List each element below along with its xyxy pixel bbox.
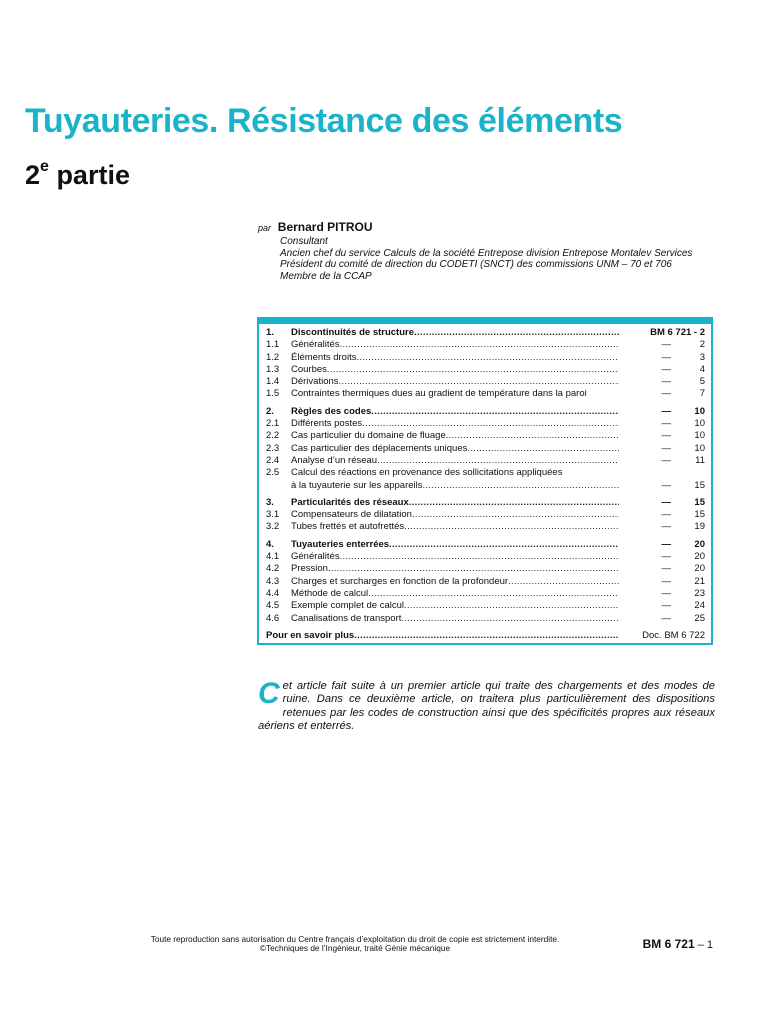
toc-section <box>266 406 705 492</box>
toc-number: 1.1 <box>266 339 280 351</box>
credential-line: Consultant <box>280 236 328 247</box>
toc-page-number: 20 <box>694 538 705 550</box>
toc-item-row <box>266 443 705 455</box>
toc-number: 1.4 <box>266 376 280 388</box>
toc-page <box>627 480 705 492</box>
toc-title-text: Dérivations <box>291 376 339 388</box>
toc-title-text: Généralités <box>291 339 340 351</box>
toc-item-row <box>266 480 705 492</box>
toc-page-dash: — <box>661 521 671 533</box>
toc-leader-dots <box>409 497 619 509</box>
toc-title-text: Généralités <box>291 551 340 563</box>
toc-number: 3.2 <box>266 521 280 533</box>
toc-title <box>291 480 627 492</box>
toc-title-text: Contraintes thermiques dues au gradient de température dans la paroi <box>291 388 587 400</box>
toc-number: 3. <box>266 496 274 508</box>
toc-title <box>291 418 627 430</box>
toc-page-dash: — <box>661 587 671 599</box>
toc-item-row <box>266 418 705 430</box>
toc-page <box>627 588 705 600</box>
toc-page-dash: — <box>661 405 671 417</box>
toc-page <box>627 630 705 642</box>
toc-title <box>291 613 627 625</box>
toc-title-text: Tubes frettés et autofrettés <box>291 521 405 533</box>
toc-title-text: Règles des codes <box>291 405 372 417</box>
toc-number: 4.3 <box>266 575 280 587</box>
toc-leader-dots <box>377 455 619 467</box>
toc-number: 2.1 <box>266 418 280 430</box>
toc-title-text: Charges et surcharges en fonction de la profondeur <box>291 575 509 587</box>
toc-further-reading-row <box>266 630 705 642</box>
toc-item-row <box>266 430 705 442</box>
toc-title <box>291 352 627 364</box>
toc-title <box>291 539 627 551</box>
toc-leader-dots <box>414 327 619 339</box>
toc-page <box>627 418 705 430</box>
toc-page-dash: — <box>661 363 671 375</box>
toc-leader-dots <box>587 388 619 400</box>
toc-title-text: Exemple complet de calcul <box>291 600 404 612</box>
toc-leader-dots <box>404 600 619 612</box>
toc-leader-dots <box>340 339 619 351</box>
toc-item-row <box>266 467 705 479</box>
abstract-dropcap: C <box>258 677 280 710</box>
toc-item-row <box>266 551 705 563</box>
table-of-contents <box>257 317 713 645</box>
toc-title-text: Cas particulier des déplacements uniques <box>291 442 468 454</box>
toc-number: 4.4 <box>266 587 280 599</box>
toc-page <box>627 339 705 351</box>
toc-number: 1. <box>266 327 274 338</box>
toc-page-dash: — <box>661 388 671 400</box>
toc-section-row <box>266 539 705 551</box>
toc-title-text: Éléments droits <box>291 351 357 363</box>
toc-leader-dots <box>467 443 619 455</box>
toc-title-text: Calcul des réactions en provenance des sollicitations appliquées <box>291 467 563 479</box>
toc-page <box>627 430 705 442</box>
toc-page <box>627 551 705 563</box>
toc-number: 2.2 <box>266 430 280 442</box>
toc-title-text: Cas particulier du domaine de fluage <box>291 430 446 442</box>
toc-page-number: 24 <box>694 600 705 612</box>
toc-leader-dots <box>423 480 620 492</box>
toc-item-row <box>266 613 705 625</box>
toc-page-dash: — <box>661 339 671 351</box>
toc-title-text: Canalisations de transport <box>291 612 402 624</box>
toc-leader-dots <box>339 376 619 388</box>
toc-number: 4.5 <box>266 600 280 612</box>
subtitle-rest: partie <box>48 160 130 190</box>
toc-page-number: 15 <box>694 496 705 508</box>
abstract-text: et article fait suite à un premier article qui traite des chargements et des modes de ruine. Dans ce deuxième article, on traitera plus particulièrement des dispositions retenues par les codes de construction ainsi que des spécificités propres aux réseaux aériens et enterrés. <box>258 680 715 733</box>
toc-page-number: 20 <box>694 551 705 563</box>
toc-page-dash: — <box>661 563 671 575</box>
toc-leader-dots <box>327 364 619 376</box>
toc-item-row <box>266 376 705 388</box>
toc-item-row <box>266 455 705 467</box>
toc-page-dash: — <box>661 509 671 521</box>
toc-page-number: 11 <box>695 454 705 466</box>
toc-title <box>291 364 627 376</box>
toc-title-text: Courbes <box>291 363 327 375</box>
toc-page-dash: — <box>661 496 671 508</box>
toc-page-number: 10 <box>694 405 705 417</box>
toc-page-dash: — <box>661 376 671 388</box>
toc-page-number: 21 <box>694 575 705 587</box>
toc-item-row <box>266 388 705 400</box>
toc-item-row <box>266 576 705 588</box>
toc-page-dash: — <box>661 454 671 466</box>
toc-leader-dots <box>404 521 619 533</box>
toc-page-number: 10 <box>694 442 705 454</box>
toc-item-row <box>266 521 705 533</box>
toc-item-row <box>266 509 705 521</box>
toc-page <box>627 406 705 418</box>
subtitle-number: 2 <box>25 160 41 190</box>
toc-number: 2.4 <box>266 454 280 466</box>
toc-page-number: 10 <box>694 418 705 430</box>
toc-title-text: à la tuyauterie sur les appareils <box>291 479 423 491</box>
toc-title-text: Discontinuités de structure <box>291 327 414 338</box>
page-separator: – <box>694 939 707 951</box>
toc-page <box>627 509 705 521</box>
toc-title-text: Compensateurs de dilatation <box>291 509 412 521</box>
copyright-line-2: ©Techniques de l’Ingénieur, traité Génie mécanique <box>259 943 451 954</box>
toc-number: 4.2 <box>266 563 280 575</box>
toc-number: 2.3 <box>266 442 280 454</box>
toc-item-row <box>266 588 705 600</box>
page-reference <box>643 937 713 951</box>
toc-page-number: 19 <box>694 521 705 533</box>
toc-title-text: Tuyauteries enterrées <box>291 538 390 550</box>
toc-page-number: 15 <box>694 509 705 521</box>
toc-page-number: BM 6 721 - 2 <box>650 327 705 338</box>
toc-title-text: Méthode de calcul <box>291 587 369 599</box>
toc-item-row <box>266 339 705 351</box>
byline-par: par <box>258 223 272 233</box>
toc-leader-dots <box>340 551 619 563</box>
toc-page-dash: — <box>661 575 671 587</box>
toc-title <box>291 563 627 575</box>
toc-title <box>291 455 627 467</box>
toc-leader-dots <box>412 509 619 521</box>
toc-section-row <box>266 406 705 418</box>
toc-page-number: 2 <box>699 339 705 351</box>
toc-leader-dots <box>362 418 619 430</box>
toc-item-row <box>266 352 705 364</box>
toc-title <box>291 576 627 588</box>
toc-leader-dots <box>356 352 619 364</box>
toc-title <box>291 521 627 533</box>
toc-page <box>627 600 705 612</box>
toc-page <box>627 327 705 339</box>
toc-number: 2. <box>266 405 274 417</box>
toc-page <box>627 352 705 364</box>
toc-title <box>291 467 705 479</box>
page-title: Tuyauteries. Résistance des éléments <box>25 102 623 140</box>
toc-title <box>291 339 627 351</box>
toc-page <box>627 576 705 588</box>
toc-section <box>266 539 705 625</box>
toc-number: 1.3 <box>266 363 280 375</box>
toc-page <box>627 388 705 400</box>
toc-title <box>266 630 627 642</box>
toc-page-number: 23 <box>694 587 705 599</box>
toc-page-dash: — <box>661 418 671 430</box>
toc-page <box>627 364 705 376</box>
toc-page-number: 3 <box>699 351 705 363</box>
page-subtitle <box>25 160 130 191</box>
toc-title <box>291 443 627 455</box>
credential-line: Ancien chef du service Calculs de la société Entrepose division Entrepose Montalev Services <box>280 247 693 259</box>
toc-number: 1.2 <box>266 351 280 363</box>
toc-page-number: 7 <box>699 388 705 400</box>
author-name: Bernard PITROU <box>277 220 373 234</box>
toc-page-dash: — <box>661 600 671 612</box>
toc-leader-dots <box>354 630 619 642</box>
toc-page <box>627 563 705 575</box>
toc-number: 1.5 <box>266 388 280 400</box>
toc-leader-dots <box>401 613 619 625</box>
toc-page <box>627 613 705 625</box>
toc-item-row <box>266 600 705 612</box>
toc-item-row <box>266 563 705 575</box>
toc-page <box>627 539 705 551</box>
toc-title-text: Particularités des réseaux <box>291 496 409 508</box>
copyright-notice <box>100 935 610 953</box>
toc-title <box>291 497 627 509</box>
author-byline <box>258 221 372 235</box>
toc-leader-dots <box>508 576 619 588</box>
toc-number: 4. <box>266 538 274 550</box>
toc-item-row <box>266 364 705 376</box>
toc-page-number: 4 <box>699 363 705 375</box>
toc-title <box>291 509 627 521</box>
credential-line: Président du comité de direction du CODETI (SNCT) des commissions UNM – 70 et 706 <box>280 259 672 271</box>
toc-page-number: Doc. BM 6 722 <box>642 629 705 641</box>
doc-code: BM 6 721 <box>642 937 695 951</box>
toc-title <box>291 406 627 418</box>
toc-leader-dots <box>371 406 619 418</box>
toc-title <box>291 588 627 600</box>
toc-section <box>266 327 705 401</box>
toc-page-number: 5 <box>699 376 705 388</box>
toc-page-dash: — <box>661 538 671 550</box>
toc-page <box>627 443 705 455</box>
author-credentials <box>280 236 692 282</box>
toc-title-text: Différents postes <box>291 418 363 430</box>
toc-number: 4.1 <box>266 551 280 563</box>
toc-title <box>291 388 627 400</box>
toc-title <box>291 327 627 339</box>
toc-leader-dots <box>446 430 619 442</box>
toc-page-dash: — <box>661 442 671 454</box>
toc-number: 2.5 <box>266 467 280 479</box>
toc-title <box>291 600 627 612</box>
toc-leader-dots <box>368 588 619 600</box>
toc-title-text: Pression <box>291 563 328 575</box>
toc-title <box>291 376 627 388</box>
toc-section-row <box>266 497 705 509</box>
toc-title-text: Analyse d’un réseau <box>291 454 378 466</box>
toc-page-dash: — <box>661 479 671 491</box>
toc-page-dash: — <box>661 612 671 624</box>
toc-page-dash: — <box>661 351 671 363</box>
toc-page <box>627 497 705 509</box>
abstract <box>258 677 715 734</box>
toc-section <box>266 497 705 534</box>
toc-page-number: 25 <box>694 612 705 624</box>
credential-line: Membre de la CCAP <box>280 270 372 282</box>
toc-title-text: Pour en savoir plus <box>266 629 355 641</box>
subtitle-superscript: e <box>40 158 49 175</box>
toc-leader-dots <box>389 539 619 551</box>
toc-page-number: 10 <box>694 430 705 442</box>
copyright-line-1: Toute reproduction sans autorisation du Centre français d’exploitation du droit de copie est strictement interdite. <box>150 934 560 944</box>
toc-page-number: 15 <box>694 479 705 491</box>
toc-page <box>627 521 705 533</box>
toc-number: 3.1 <box>266 509 280 521</box>
toc-number: 4.6 <box>266 612 280 624</box>
toc-page-dash: — <box>661 551 671 563</box>
toc-page-number: 20 <box>694 563 705 575</box>
toc-page <box>627 376 705 388</box>
toc-page-dash: — <box>661 430 671 442</box>
toc-title <box>291 430 627 442</box>
toc-leader-dots <box>328 563 619 575</box>
toc-title <box>291 551 627 563</box>
page-number: 1 <box>706 939 713 951</box>
toc-section-row <box>266 327 705 339</box>
toc-page <box>627 455 705 467</box>
